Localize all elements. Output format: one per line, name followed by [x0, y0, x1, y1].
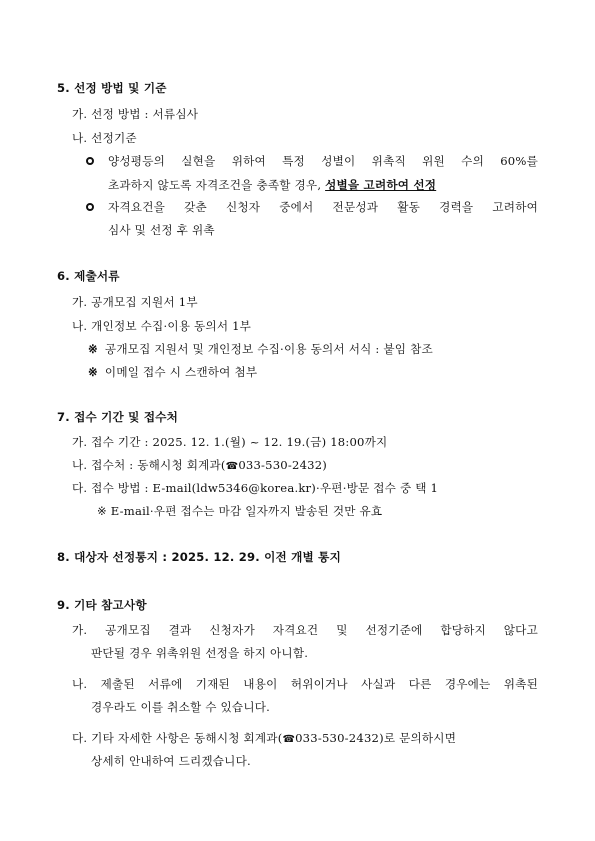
s9-item-a-line2: 판단될 경우 위촉위원 선정을 하지 아니함. — [91, 646, 309, 660]
s9-item-c-text-post: 033-530-2432)로 문의하시면 — [295, 731, 457, 745]
s9-item-c-line2: 상세히 안내하여 드리겠습니다. — [91, 754, 251, 768]
s9-item-a-line1: 가. 공개모집 결과 신청자가 자격요건 및 선정기준에 합당하지 않다고 — [72, 623, 538, 637]
s9-item-b-line2: 경우라도 이를 취소할 수 있습니다. — [91, 700, 271, 714]
section-5-title: 5. 선정 방법 및 기준 — [57, 81, 167, 95]
section-6-title: 6. 제출서류 — [57, 269, 120, 283]
hollow-circle-bullet-icon — [86, 157, 94, 165]
s7-item-a: 가. 접수 기간 : 2025. 12. 1.(월) ~ 12. 19.(금) 18:00까지 — [72, 435, 388, 449]
s7-item-b-text: 나. 접수처 : 동해시청 회계과( — [72, 458, 226, 472]
s6-item-b: 나. 개인정보 수집·이용 동의서 1부 — [72, 319, 252, 333]
section-7-title: 7. 접수 기간 및 접수처 — [57, 410, 179, 424]
telephone-icon: ☎ — [225, 461, 239, 472]
s6-note1 — [88, 341, 433, 357]
reference-mark: ※ — [88, 342, 98, 356]
telephone-icon: ☎ — [282, 734, 296, 745]
s6-note2-text: 이메일 접수 시 스캔하여 첨부 — [104, 365, 258, 379]
s6-note2 — [88, 364, 257, 380]
s9-item-c-line1 — [72, 730, 456, 746]
hollow-circle-bullet-icon — [86, 203, 94, 211]
s5-item-b: 나. 선정기준 — [72, 131, 137, 145]
s7-item-c: 다. 접수 방법 : E-mail(ldw5346@korea.kr)·우편·방문 접수 중 택 1 — [72, 481, 439, 495]
s5-item-a: 가. 선정 방법 : 서류심사 — [72, 107, 199, 121]
s9-item-b-line1: 나. 제출된 서류에 기재된 내용이 허위이거나 사실과 다른 경우에는 위촉된 — [72, 677, 538, 691]
s6-note1-text: 공개모집 지원서 및 개인정보 수집·이용 동의서 서식 : 붙임 참조 — [104, 342, 433, 356]
s5-bullet2-line1: 자격요건을 갖춘 신청자 중에서 전문성과 활동 경력을 고려하여 — [108, 200, 538, 214]
reference-mark: ※ — [88, 365, 98, 379]
emphasis-gender-consideration: 성별을 고려하여 선정 — [325, 178, 437, 192]
s7-phone-number: 033-530-2432) — [238, 458, 328, 472]
s9-item-c-text: 다. 기타 자세한 사항은 동해시청 회계과( — [72, 731, 283, 745]
s7-note: ※ E-mail·우편 접수는 마감 일자까지 발송된 것만 유효 — [97, 504, 383, 518]
s5-bullet2-line2: 심사 및 선정 후 위촉 — [108, 223, 215, 237]
s6-item-a: 가. 공개모집 지원서 1부 — [72, 295, 198, 309]
s5-bullet1-line1: 양성평등의 실현을 위하여 특정 성별이 위촉직 위원 수의 60%를 — [108, 154, 538, 168]
s7-item-b — [72, 457, 327, 473]
section-8-title: 8. 대상자 선정통지 : 2025. 12. 29. 이전 개별 통지 — [57, 550, 341, 564]
section-9-title: 9. 기타 참고사항 — [57, 598, 147, 612]
s5-bullet1-line2-text: 초과하지 않도록 자격조건을 충족할 경우, — [108, 178, 326, 192]
s5-bullet1-line2 — [108, 177, 436, 193]
